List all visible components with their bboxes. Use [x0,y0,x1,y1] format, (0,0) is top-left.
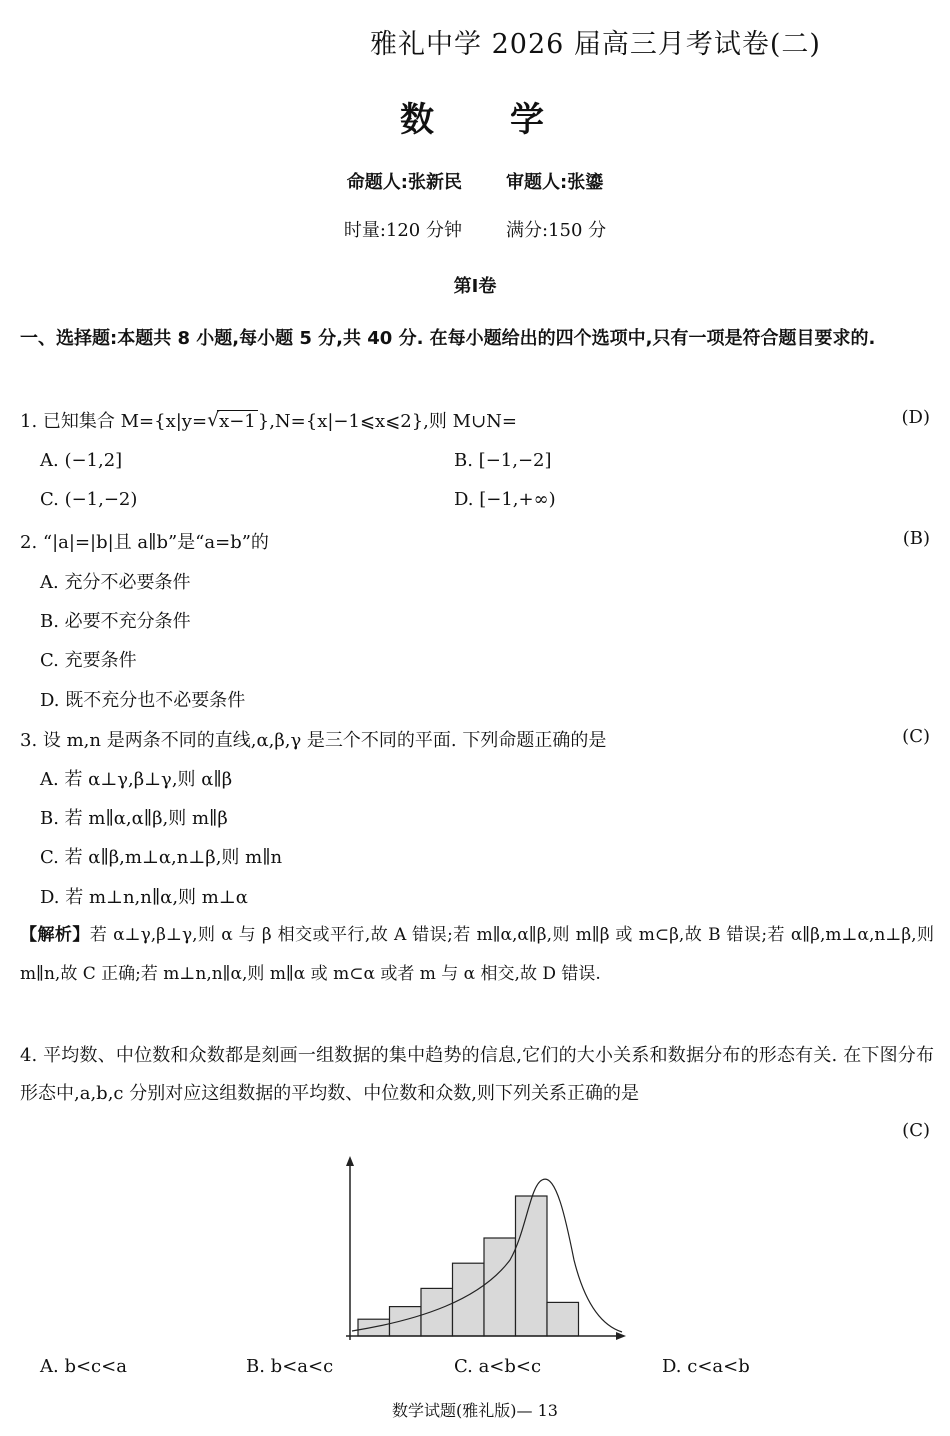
histogram-bar-5 [484,1238,516,1336]
histogram-bar-6 [516,1196,548,1336]
question-2-stem: 2. “|a|=|b|且 a∥b”是“a=b”的 [20,532,269,553]
timing-line [0,216,950,242]
question-3-stem: 3. 设 m,n 是两条不同的直线,α,β,γ 是三个不同的平面. 下列命题正确的是 [20,730,607,751]
radical-sign: √ [207,409,220,431]
histogram-bars [358,1196,579,1336]
reviewer: 审题人:张鎏 [506,172,604,193]
q3-option-a: A. 若 α⊥γ,β⊥γ,则 α∥β [40,769,233,790]
question-1-stem [20,407,517,433]
histogram-bar-7 [547,1302,579,1336]
histogram-bar-2 [390,1307,422,1336]
distribution-figure [330,1150,640,1350]
q3-option-c: C. 若 α∥β,m⊥α,n⊥β,则 m∥n [40,847,283,868]
full-score: 满分:150 分 [506,220,607,241]
question-4-stem: 4. 平均数、中位数和众数都是刻画一组数据的集中趋势的信息,它们的大小关系和数据分布的形态有关. 在下图分布形态中,a,b,c 分别对应这组数据的平均数、中位数和众数,则下列关系正确的是 [20,1045,934,1104]
volume-title: 第Ⅰ卷 [453,276,497,297]
setter: 命题人:张新民 [346,172,462,193]
question-2-answer: (B) [902,528,930,549]
subject-char-1: 数 [400,100,440,140]
sqrt-expression [207,411,258,432]
histogram-bar-4 [453,1263,485,1336]
question-3-explanation [20,916,934,994]
q4-option-a: A. b<c<a [40,1356,127,1377]
q1-option-b: B. [−1,−2] [454,450,552,471]
subject-title [0,92,950,141]
question-3-answer: (C) [902,726,930,747]
q1-radicand: x−1 [219,411,256,432]
explain-label: 【解析】 [20,925,90,945]
q1-option-c: C. (−1,−2) [40,489,138,510]
q1-option-a: A. (−1,2] [40,450,123,471]
page-footer: 数学试题(雅礼版)— 13 [392,1401,558,1420]
q1-stem-a: 1. 已知集合 M={x|y= [20,411,208,432]
exam-title: 雅礼中学 2026 届高三月考试卷(二) [370,29,821,60]
explain-text: 若 α⊥γ,β⊥γ,则 α 与 β 相交或平行,故 A 错误;若 m∥α,α∥β,则 m∥β 或 m⊂β,故 B 错误;若 α∥β,m⊥α,n⊥β,则 m∥n,故 C 正确;若 m⊥n,n∥α,则 m∥α 或 m⊂α 或者 m 与 α 相交,故 D 错误. [20,925,934,984]
q4-option-c: C. a<b<c [454,1356,542,1377]
subject-char-2: 学 [510,100,550,140]
q2-option-d: D. 既不充分也不必要条件 [40,690,246,711]
histogram-bar-3 [421,1288,453,1336]
q3-option-d: D. 若 m⊥n,n∥α,则 m⊥α [40,887,248,908]
authors-line [0,168,950,194]
section-heading: 一、选择题:本题共 8 小题,每小题 5 分,共 40 分. 在每小题给出的四个选项中,只有一项是符合题目要求的. [20,328,876,349]
q2-option-c: C. 充要条件 [40,650,137,671]
q2-option-a: A. 充分不必要条件 [40,572,191,593]
q3-option-b: B. 若 m∥α,α∥β,则 m∥β [40,808,228,829]
y-axis-arrow [346,1156,354,1166]
x-axis-arrow [616,1332,626,1340]
question-1-answer: (D) [901,407,930,428]
q4-option-b: B. b<a<c [246,1356,334,1377]
question-4-answer: (C) [902,1120,930,1141]
q1-option-d: D. [−1,+∞) [454,489,556,510]
q2-option-b: B. 必要不充分条件 [40,611,191,632]
q1-stem-b: },N={x|−1⩽x⩽2},则 M∪N= [257,411,517,432]
q4-option-d: D. c<a<b [662,1356,750,1377]
time-limit: 时量:120 分钟 [343,220,462,241]
